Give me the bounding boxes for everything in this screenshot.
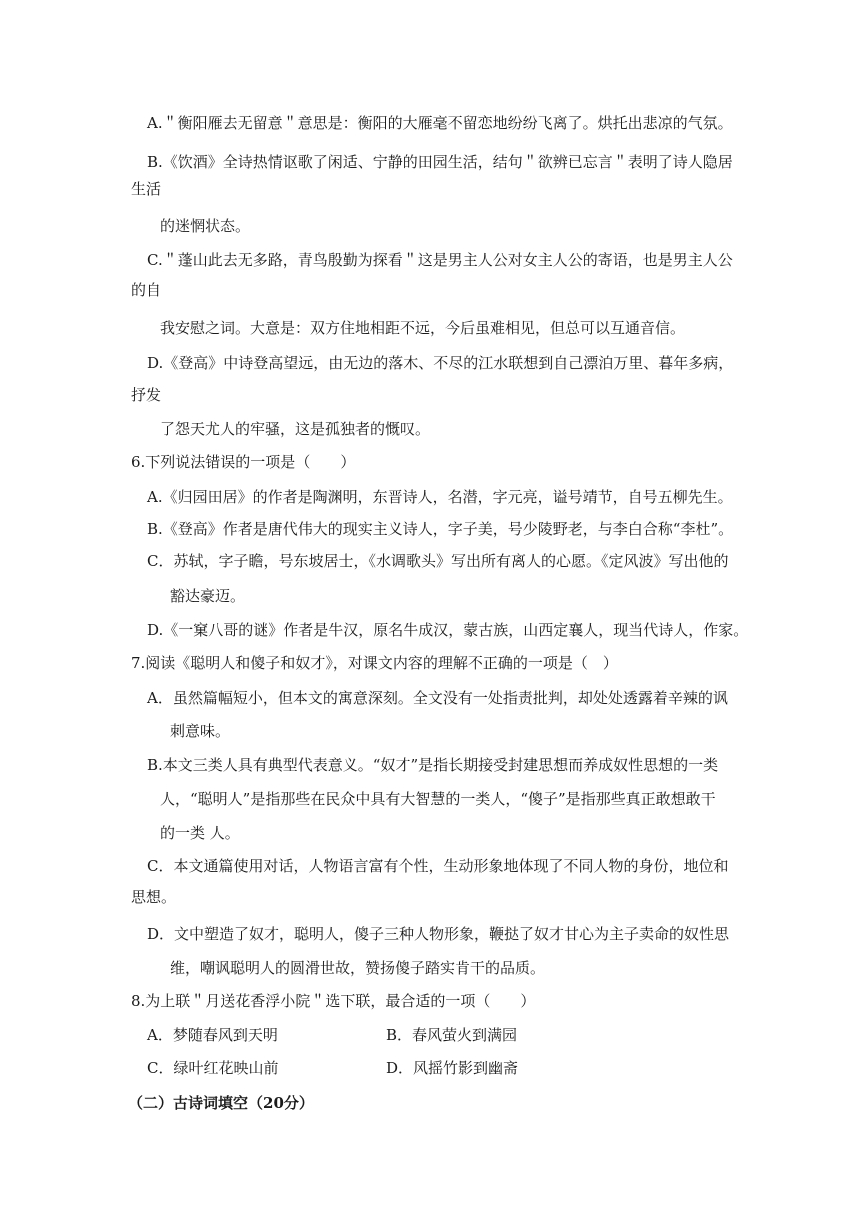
- section-heading: （二）古诗词填空（20分）: [128, 1094, 314, 1112]
- q7-option-a: A．虽然篇幅短小，但本文的寓意深刻。全文没有一处指责批判，却处处透露着辛辣的讽: [147, 689, 728, 707]
- q7-option-c: C．本文通篇使用对话，人物语言富有个性，生动形象地体现了不同人物的身份，地位和: [147, 857, 729, 875]
- question-6: 6.下列说法错误的一项是（ ）: [131, 453, 356, 471]
- q5-option-c: C.＂蓬山此去无多路，青鸟殷勤为探看＂这是男主人公对女主人公的寄语，也是男主人公: [147, 251, 733, 269]
- q6-option-b: B.《登高》作者是唐代伟大的现实主义诗人，字子美，号少陵野老，与李白合称“李杜”。: [147, 520, 734, 538]
- q5-option-b-cont: 的迷惘状态。: [160, 217, 251, 235]
- q7-option-a-cont: 刺意味。: [170, 722, 231, 740]
- q5-option-a: A.＂衡阳雁去无留意＂意思是：衡阳的大雁毫不留恋地纷纷飞离了。烘托出悲凉的气氛。: [147, 114, 733, 132]
- q5-option-c-cont: 我安慰之词。大意是：双方住地相距不远，今后虽难相见，但总可以互通音信。: [160, 319, 686, 337]
- q8-option-b: B．春风萤火到满园: [386, 1026, 518, 1044]
- q7-option-c-cont: 思想。: [131, 888, 177, 906]
- q5-option-d: D.《登高》中诗登高望远，由无边的落木、不尽的江水联想到自己漂泊万里、暮年多病，: [147, 354, 734, 372]
- q7-option-b: B.本文三类人具有典型代表意义。“奴才”是指长期接受封建思想而养成奴性思想的一类: [147, 756, 719, 774]
- q8-option-c: C．绿叶红花映山前: [147, 1059, 279, 1077]
- q6-option-c-cont: 豁达豪迈。: [170, 587, 246, 605]
- question-8: 8.为上联＂月送花香浮小院＂选下联，最合适的一项（ ）: [131, 992, 536, 1010]
- q5-option-d-cont: 了怨天尤人的牢骚，这是孤独者的慨叹。: [160, 420, 431, 438]
- q7-option-d-cont: 维，嘲讽聪明人的圆滑世故，赞扬傻子踏实肯干的品质。: [170, 959, 546, 977]
- q5-option-d-wrap: 抒发: [131, 386, 162, 404]
- q8-option-d: D．风摇竹影到幽斋: [386, 1059, 519, 1077]
- q7-option-b-cont2: 的一类 人。: [160, 824, 240, 842]
- q5-option-b-wrap: 生活: [131, 180, 162, 198]
- q6-option-a: A.《归园田居》的作者是陶渊明，东晋诗人，名潜，字元亮，谥号靖节，自号五柳先生。: [147, 488, 733, 506]
- question-7: 7.阅读《聪明人和傻子和奴才》，对课文内容的理解不正确的一项是（ ）: [131, 654, 618, 672]
- q8-option-a: A．梦随春风到天明: [147, 1026, 278, 1044]
- q5-option-c-wrap: 的自: [131, 281, 162, 299]
- q5-option-b: B.《饮酒》全诗热情讴歌了闲适、宁静的田园生活，结句＂欲辨已忘言＂表明了诗人隐居: [147, 153, 733, 171]
- q6-option-d: D.《一窠八哥的谜》作者是牛汉，原名牛成汉，蒙古族，山西定襄人，现当代诗人，作家。: [147, 621, 749, 639]
- q6-option-c: C．苏轼，字子瞻，号东坡居士，《水调歌头》写出所有离人的心愿。《定风波》写出他的: [147, 552, 729, 570]
- q7-option-d: D．文中塑造了奴才，聪明人，傻子三种人物形象，鞭挞了奴才甘心为主子卖命的奴性思: [147, 925, 730, 943]
- q7-option-b-cont: 人，“聪明人”是指那些在民众中具有大智慧的一类人，“傻子”是指那些真正敢想敢干: [160, 790, 716, 808]
